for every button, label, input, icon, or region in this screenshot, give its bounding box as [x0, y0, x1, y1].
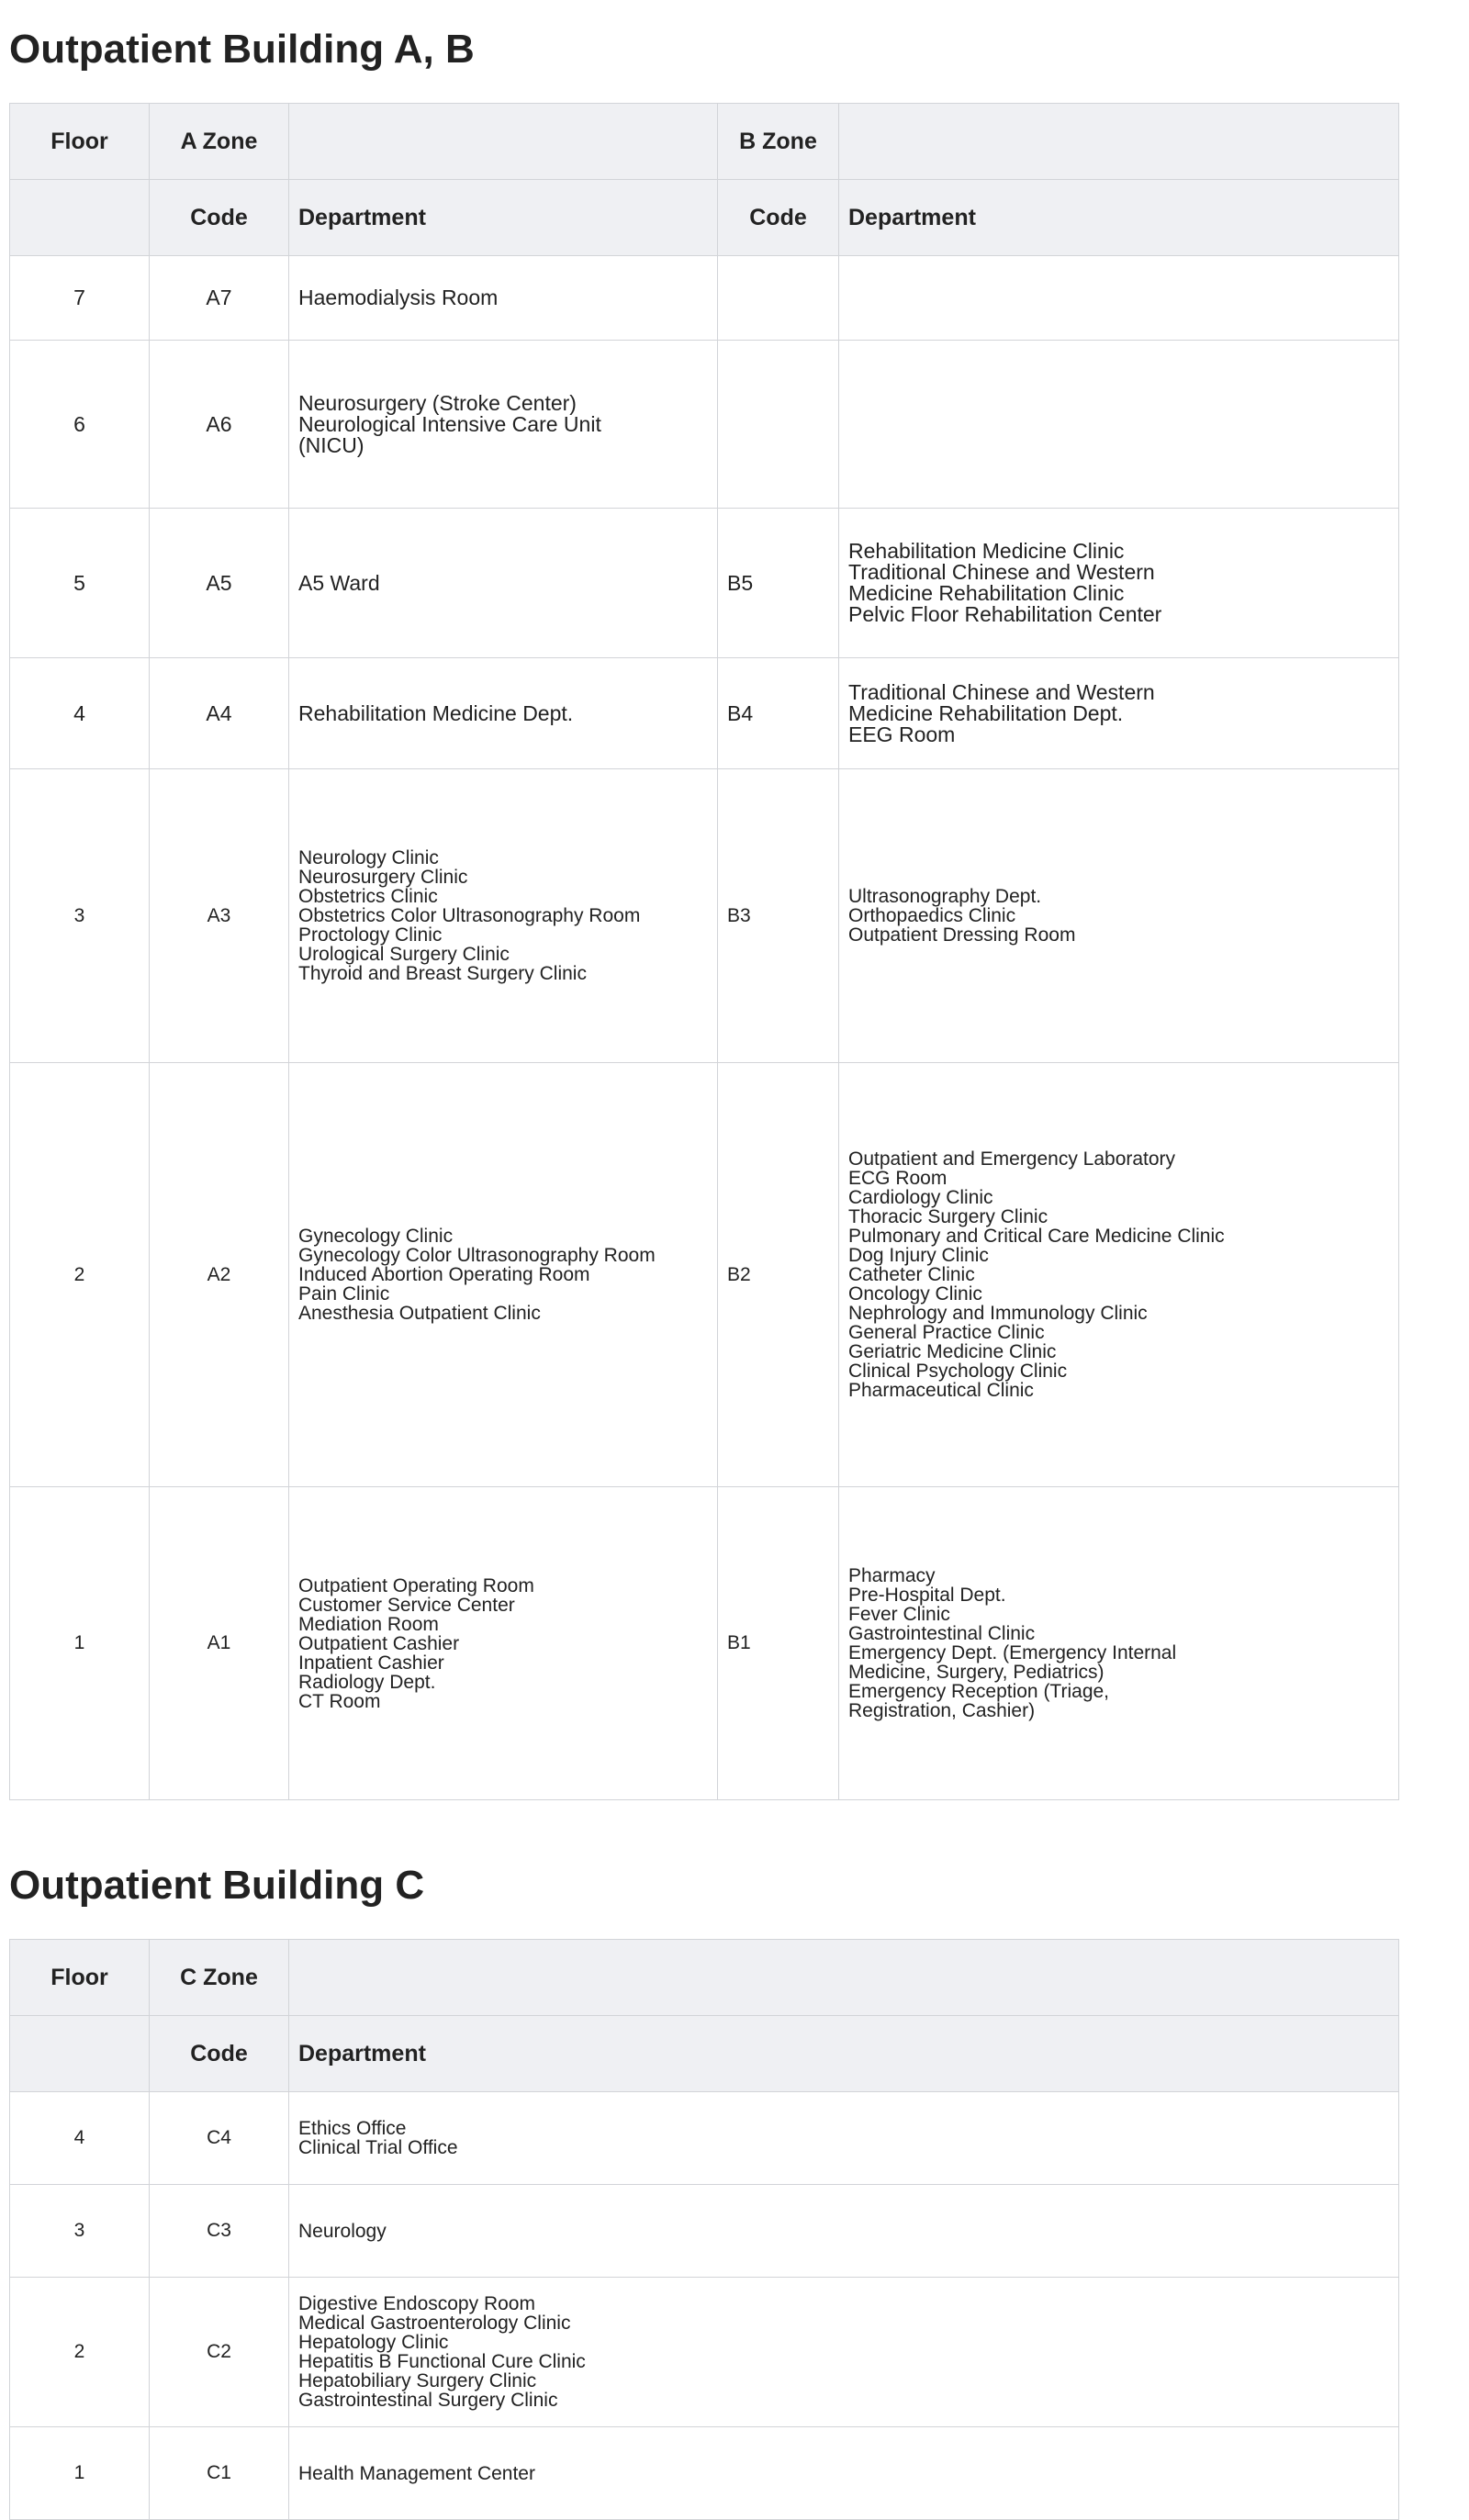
a-department-cell: Outpatient Operating Room Customer Service Center Mediation Room Outpatient Cashier Inpatient Cashier Radiology Dept. CT Room [289, 1487, 718, 1800]
c-code-cell: C3 [150, 2185, 289, 2278]
b-code-cell [718, 341, 839, 509]
a-code-cell: A4 [150, 658, 289, 769]
c-department-cell: Health Management Center [289, 2427, 1399, 2520]
table-row [10, 1487, 1399, 1800]
c-code-cell: C1 [150, 2427, 289, 2520]
a-department-header: Department [289, 180, 718, 256]
table-row [10, 341, 1399, 509]
a-zone-header: A Zone [150, 104, 289, 180]
b-zone-header: B Zone [718, 104, 839, 180]
a-department-cell: Neurology Clinic Neurosurgery Clinic Obstetrics Clinic Obstetrics Color Ultrasonography Room Proctology Clinic Urological Surgery Clinic Thyroid and Breast Surgery Clinic [289, 769, 718, 1063]
b-department-cell: Ultrasonography Dept. Orthopaedics Clinic Outpatient Dressing Room [839, 769, 1399, 1063]
floor-cell: 2 [10, 2278, 150, 2427]
floor-cell: 6 [10, 341, 150, 509]
building-c-title: Outpatient Building C [9, 1863, 425, 1908]
b-department-cell: Rehabilitation Medicine Clinic Traditional Chinese and Western Medicine Rehabilitation Clinic Pelvic Floor Rehabilitation Center [839, 509, 1399, 658]
a-code-cell: A5 [150, 509, 289, 658]
table-row [10, 256, 1399, 341]
floor-cell: 4 [10, 658, 150, 769]
floor-cell: 1 [10, 1487, 150, 1800]
floor-cell: 4 [10, 2092, 150, 2185]
floor-subheader-blank [10, 180, 150, 256]
a-code-cell: A6 [150, 341, 289, 509]
a-code-header: Code [150, 180, 289, 256]
table-row [10, 658, 1399, 769]
c-department-cell: Neurology [289, 2185, 1399, 2278]
table-row [10, 1063, 1399, 1487]
header-row-columns [10, 180, 1399, 256]
a-code-cell: A2 [150, 1063, 289, 1487]
b-department-cell [839, 256, 1399, 341]
b-zone-header-blank [839, 104, 1399, 180]
b-department-cell [839, 341, 1399, 509]
c-department-cell: Digestive Endoscopy Room Medical Gastroenterology Clinic Hepatology Clinic Hepatitis B Functional Cure Clinic Hepatobiliary Surgery Clinic Gastrointestinal Surgery Clinic [289, 2278, 1399, 2427]
b-code-cell: B1 [718, 1487, 839, 1800]
floor-cell: 7 [10, 256, 150, 341]
a-department-cell: Neurosurgery (Stroke Center) Neurological Intensive Care Unit (NICU) [289, 341, 718, 509]
a-department-cell: Rehabilitation Medicine Dept. [289, 658, 718, 769]
table-row [10, 2185, 1399, 2278]
header-row-columns [10, 2016, 1399, 2092]
table-row [10, 2427, 1399, 2520]
a-department-cell: Haemodialysis Room [289, 256, 718, 341]
c-code-cell: C2 [150, 2278, 289, 2427]
c-code-header: Code [150, 2016, 289, 2092]
building-c-table [9, 1939, 1399, 2520]
c-zone-header-blank [289, 1940, 1399, 2016]
c-department-cell: Ethics Office Clinical Trial Office [289, 2092, 1399, 2185]
building-ab-title: Outpatient Building A, B [9, 27, 475, 72]
b-department-cell: Traditional Chinese and Western Medicine Rehabilitation Dept. EEG Room [839, 658, 1399, 769]
a-code-cell: A1 [150, 1487, 289, 1800]
b-code-cell: B4 [718, 658, 839, 769]
a-code-cell: A7 [150, 256, 289, 341]
building-ab-table [9, 103, 1399, 1800]
floor-header: Floor [10, 1940, 150, 2016]
b-department-cell: Pharmacy Pre-Hospital Dept. Fever Clinic Gastrointestinal Clinic Emergency Dept. (Emergency Internal Medicine, Surgery, Pediatrics) Emergency Reception (Triage, Registration, Cashier) [839, 1487, 1399, 1800]
header-row-zones [10, 1940, 1399, 2016]
header-row-zones [10, 104, 1399, 180]
b-department-cell: Outpatient and Emergency Laboratory ECG Room Cardiology Clinic Thoracic Surgery Clinic Pulmonary and Critical Care Medicine Clinic Dog Injury Clinic Catheter Clinic Oncology Clinic Nephrology and Immunology Clinic General Practice Clinic Geriatric Medicine Clinic Clinical Psychology Clinic Pharmaceutical Clinic [839, 1063, 1399, 1487]
table-row [10, 769, 1399, 1063]
c-code-cell: C4 [150, 2092, 289, 2185]
floor-cell: 5 [10, 509, 150, 658]
b-code-cell: B5 [718, 509, 839, 658]
table-row [10, 2092, 1399, 2185]
table-row [10, 2278, 1399, 2427]
b-code-header: Code [718, 180, 839, 256]
b-code-cell: B2 [718, 1063, 839, 1487]
a-code-cell: A3 [150, 769, 289, 1063]
b-code-cell [718, 256, 839, 341]
floor-cell: 3 [10, 2185, 150, 2278]
c-department-header: Department [289, 2016, 1399, 2092]
a-department-cell: Gynecology Clinic Gynecology Color Ultrasonography Room Induced Abortion Operating Room Pain Clinic Anesthesia Outpatient Clinic [289, 1063, 718, 1487]
a-zone-header-blank [289, 104, 718, 180]
b-code-cell: B3 [718, 769, 839, 1063]
b-department-header: Department [839, 180, 1399, 256]
table-row [10, 509, 1399, 658]
floor-cell: 3 [10, 769, 150, 1063]
a-department-cell: A5 Ward [289, 509, 718, 658]
floor-header: Floor [10, 104, 150, 180]
floor-subheader-blank [10, 2016, 150, 2092]
floor-cell: 2 [10, 1063, 150, 1487]
floor-cell: 1 [10, 2427, 150, 2520]
c-zone-header: C Zone [150, 1940, 289, 2016]
